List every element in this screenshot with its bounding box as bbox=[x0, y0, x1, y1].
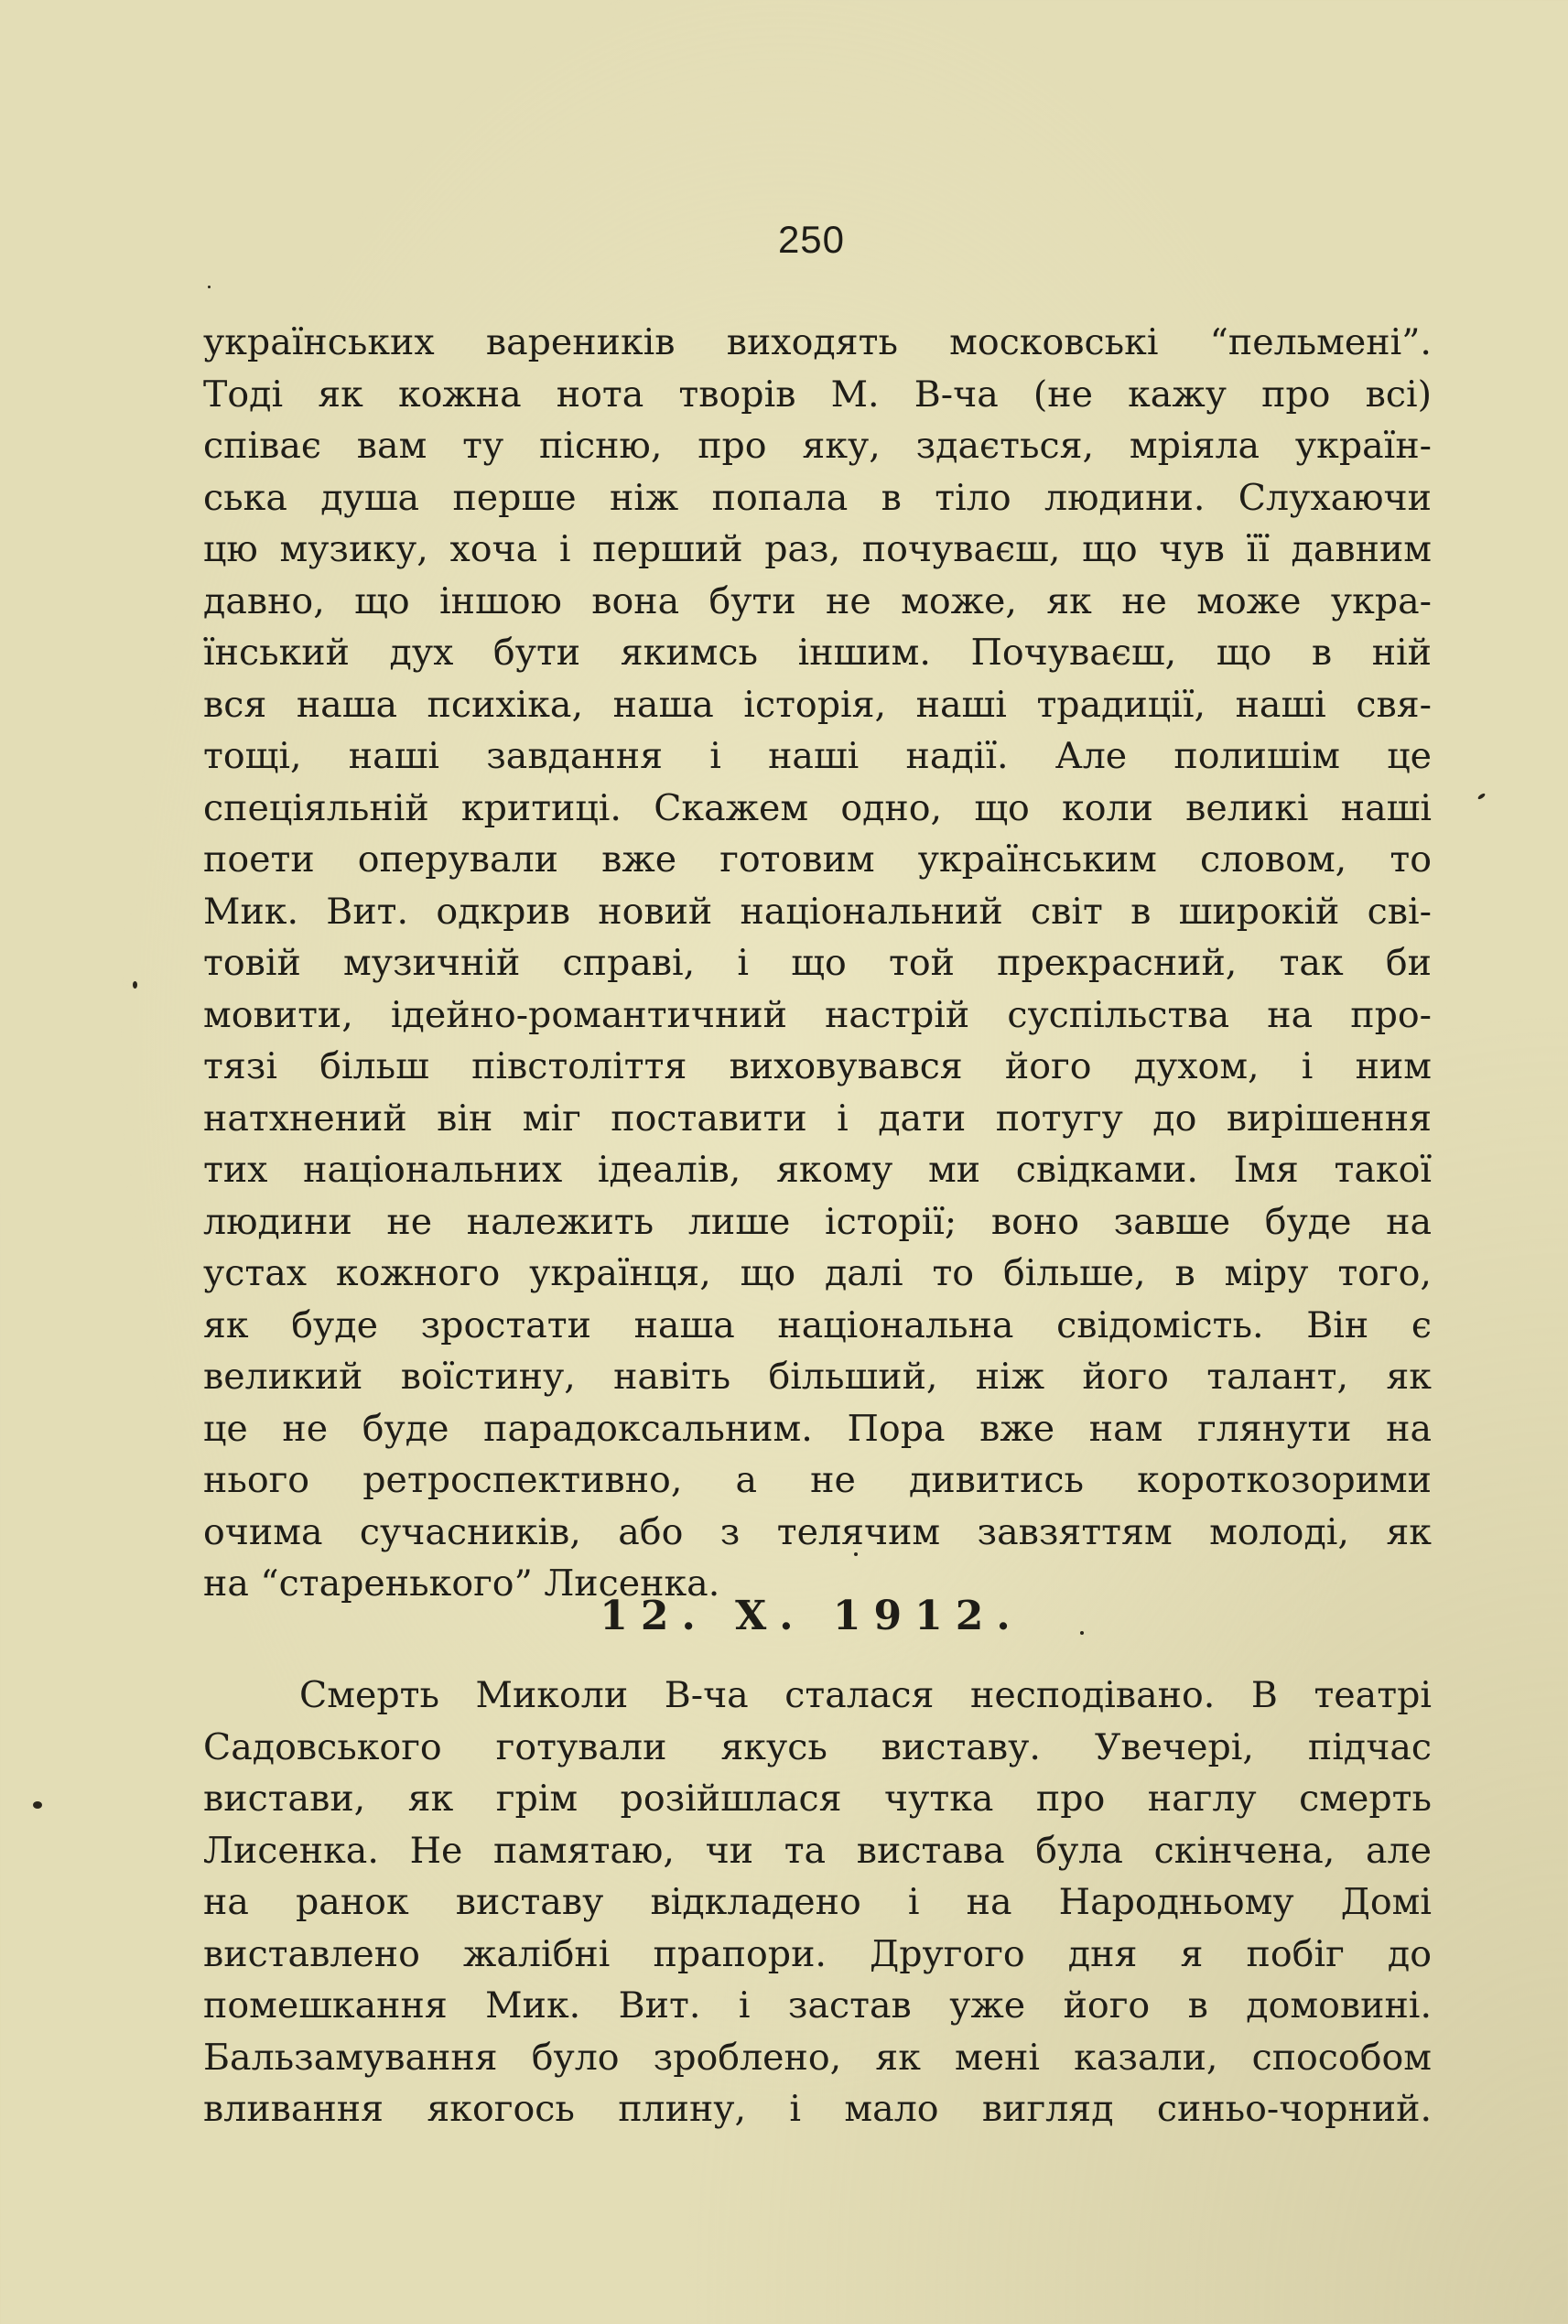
text-line: великий воїстину, навіть більший, ніж його талант, як bbox=[203, 1356, 1432, 1398]
text-line: на “старенького” Лисенка. bbox=[203, 1562, 720, 1605]
text-line: українських вареників виходять московські “пельмені”. bbox=[203, 321, 1432, 363]
text-line: мовити, ідейно-романтичний настрій суспільства на про- bbox=[203, 993, 1432, 1036]
paper-speck bbox=[854, 1552, 858, 1556]
text-line: очима сучасників, або з телячим завзяттям молоді, як bbox=[203, 1510, 1432, 1553]
paper-speck bbox=[1080, 1631, 1084, 1635]
text-line: тязі більш півстоліття виховувався його духом, і ним bbox=[203, 1045, 1432, 1087]
text-line: Бальзамування було зроблено, як мені казали, способом bbox=[203, 2036, 1432, 2079]
text-line: тих національних ідеалів, якому ми свідками. Імя такої bbox=[203, 1149, 1432, 1191]
text-line: Мик. Вит. одкрив новий національний світ в широкій сві- bbox=[203, 890, 1432, 933]
paragraph-1 bbox=[203, 317, 1432, 1610]
paper-speck bbox=[1477, 793, 1487, 800]
text-line: людини не належить лише історії; воно завше буде на bbox=[203, 1200, 1432, 1243]
page-number: 250 bbox=[777, 218, 846, 261]
text-line: тощі, наші завдання і наші надії. Але полишім це bbox=[203, 735, 1432, 777]
text-line: Тоді як кожна нота творів М. В-ча (не кажу про всі) bbox=[203, 373, 1432, 416]
text-line: спеціяльній критиці. Скажем одно, що коли великі наші bbox=[203, 786, 1432, 829]
text-line: їнський дух бути якимсь іншим. Почуваєш, що в ній bbox=[203, 632, 1432, 674]
paper-speck bbox=[133, 981, 137, 989]
text-line: Лисенка. Не памятаю, чи та вистава була скінчена, але bbox=[203, 1829, 1432, 1872]
text-line: Садовського готували якусь виставу. Увечері, підчас bbox=[203, 1725, 1432, 1768]
text-line: цю музику, хоча і перший раз, почуваєш, що чув її давним bbox=[203, 528, 1432, 570]
paragraph-2 bbox=[203, 1670, 1432, 2135]
text-line: це не буде парадоксальним. Пора вже нам глянути на bbox=[203, 1407, 1432, 1450]
paper-speck bbox=[33, 1801, 42, 1809]
text-line: давно, що іншою вона бути не може, як не може укра- bbox=[203, 579, 1432, 622]
paper-speck bbox=[208, 286, 211, 288]
text-line: устах кожного українця, що далі то більше, в міру того, bbox=[203, 1252, 1432, 1294]
text-line: виставлено жалібні прапори. Другого дня я побіг до bbox=[203, 1932, 1432, 1975]
text-line: вся наша психіка, наша історія, наші традиції, наші свя- bbox=[203, 683, 1432, 726]
text-line: співає вам ту пісню, про яку, здається, мріяла україн- bbox=[203, 425, 1432, 467]
text-line: ська душа перше ніж попала в тіло людини. Слухаючи bbox=[203, 476, 1432, 519]
text-line: на ранок виставу відкладено і на Народньому Домі bbox=[203, 1881, 1432, 1923]
section-heading-date: 12. X. 1912. bbox=[600, 1593, 1023, 1639]
text-line: як буде зростати наша національна свідомість. Він є bbox=[203, 1303, 1432, 1346]
text-line: товій музичній справі, і що той прекрасний, так би bbox=[203, 942, 1432, 984]
text-line: помешкання Мик. Вит. і застав уже його в домовині. bbox=[203, 1984, 1432, 2027]
text-line: нього ретроспективно, а не дивитись короткозорими bbox=[203, 1459, 1432, 1501]
text-line: поети оперували вже готовим українським словом, то bbox=[203, 838, 1432, 881]
text-line: Смерть Миколи В-ча сталася несподівано. В театрі bbox=[299, 1674, 1432, 1716]
text-line: натхнений він міг поставити і дати потугу до вирішення bbox=[203, 1097, 1432, 1140]
text-line: вливання якогось плину, і мало вигляд синьо-чорний. bbox=[203, 2088, 1432, 2130]
text-line: вистави, як грім розійшлася чутка про наглу смерть bbox=[203, 1778, 1432, 1820]
